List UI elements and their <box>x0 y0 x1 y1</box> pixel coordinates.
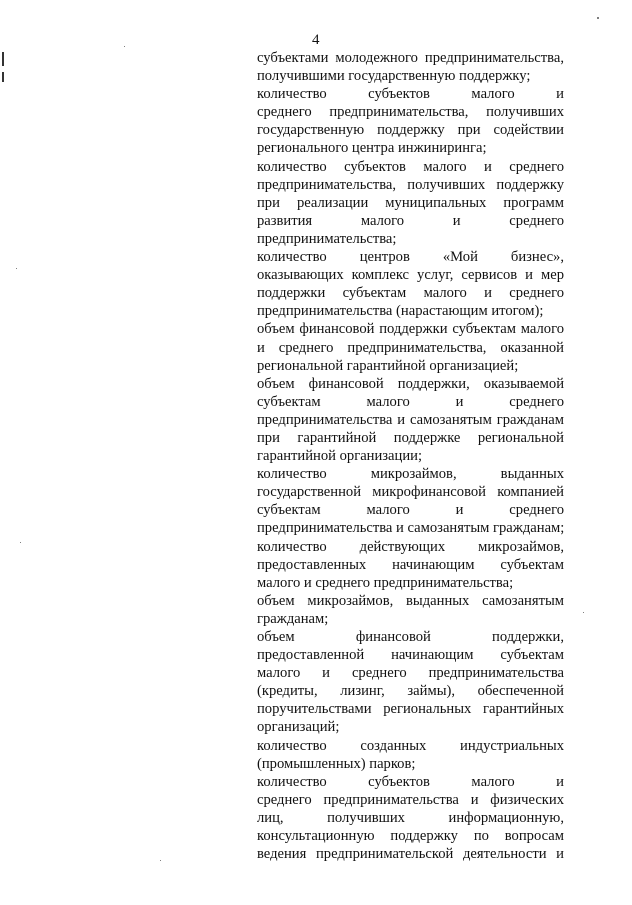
text-line: получившими государственную поддержку; <box>257 68 531 85</box>
text-line: субъектам малого и среднего <box>257 393 564 410</box>
scan-speck <box>583 612 584 613</box>
text-line: среднего предпринимательства и физических <box>257 791 564 808</box>
text-line: субъектами молодежного предпринимательства, <box>257 50 564 66</box>
scan-speck <box>20 542 21 543</box>
text-line: консультационную поддержку по вопросам <box>257 828 564 845</box>
text-line: предпринимательства и самозанятым гражданам; <box>257 520 565 537</box>
text-line: количество субъектов малого и среднего <box>257 158 564 175</box>
scan-speck <box>597 17 599 19</box>
text-line: субъектам малого и среднего <box>257 502 564 519</box>
text-line: предоставленных начинающим субъектам <box>257 556 564 573</box>
text-line: малого и среднего предпринимательства; <box>257 574 514 591</box>
text-line: организаций; <box>257 719 340 736</box>
text-line: предпринимательства, получивших поддержку <box>257 176 564 193</box>
text-line: объем микрозаймов, выданных самозанятым <box>257 592 564 609</box>
text-line: количество созданных индустриальных <box>257 737 564 754</box>
text-line: количество субъектов малого и <box>257 86 564 103</box>
text-line: развития малого и среднего <box>257 212 564 229</box>
text-line: малого и среднего предпринимательства <box>257 665 564 682</box>
scan-speck <box>124 46 125 47</box>
text-line: гражданам; <box>257 610 329 627</box>
text-line: (кредиты, лизинг, займы), обеспеченной <box>257 683 564 700</box>
text-line: гарантийной организации; <box>257 448 423 465</box>
text-line: количество действующих микрозаймов, <box>257 538 564 555</box>
text-line: количество субъектов малого и <box>257 773 564 790</box>
text-line: государственную поддержку при содействии <box>257 122 564 139</box>
scan-speck <box>160 860 161 861</box>
text-line: поручительствами региональных гарантийных <box>257 701 564 718</box>
text-line: при реализации муниципальных программ <box>257 194 564 211</box>
text-line: оказывающих комплекс услуг, сервисов и мер <box>257 267 564 284</box>
document-text-column <box>257 49 564 863</box>
text-line: регионального центра инжиниринга; <box>257 140 487 157</box>
scan-speck <box>16 268 17 269</box>
text-line: и среднего предпринимательства, оказанной <box>257 339 564 356</box>
text-line: ведения предпринимательской деятельности и <box>257 846 564 863</box>
text-line: предоставленной начинающим субъектам <box>257 647 564 664</box>
text-line: количество центров «Мой бизнес», <box>257 249 564 266</box>
text-line: объем финансовой поддержки субъектам малого <box>257 321 564 338</box>
text-line: предпринимательства и самозанятым гражданам <box>257 411 564 428</box>
text-line: при гарантийной поддержке региональной <box>257 429 564 446</box>
text-line: (промышленных) парков; <box>257 755 416 772</box>
text-line: предпринимательства (нарастающим итогом); <box>257 303 544 320</box>
text-line: объем финансовой поддержки, <box>257 629 564 645</box>
page-number: 4 <box>312 32 320 48</box>
scan-edge-mark <box>2 72 4 82</box>
text-line: среднего предпринимательства, получивших <box>257 104 564 121</box>
text-line: лиц, получивших информационную, <box>257 809 564 826</box>
text-line: количество микрозаймов, выданных <box>257 466 564 483</box>
text-line: предпринимательства; <box>257 230 397 247</box>
scan-edge-mark <box>2 52 4 66</box>
text-line: объем финансовой поддержки, оказываемой <box>257 375 564 392</box>
text-line: региональной гарантийной организацией; <box>257 357 519 374</box>
text-line: государственной микрофинансовой компанией <box>257 484 564 501</box>
text-line: поддержки субъектам малого и среднего <box>257 285 564 302</box>
